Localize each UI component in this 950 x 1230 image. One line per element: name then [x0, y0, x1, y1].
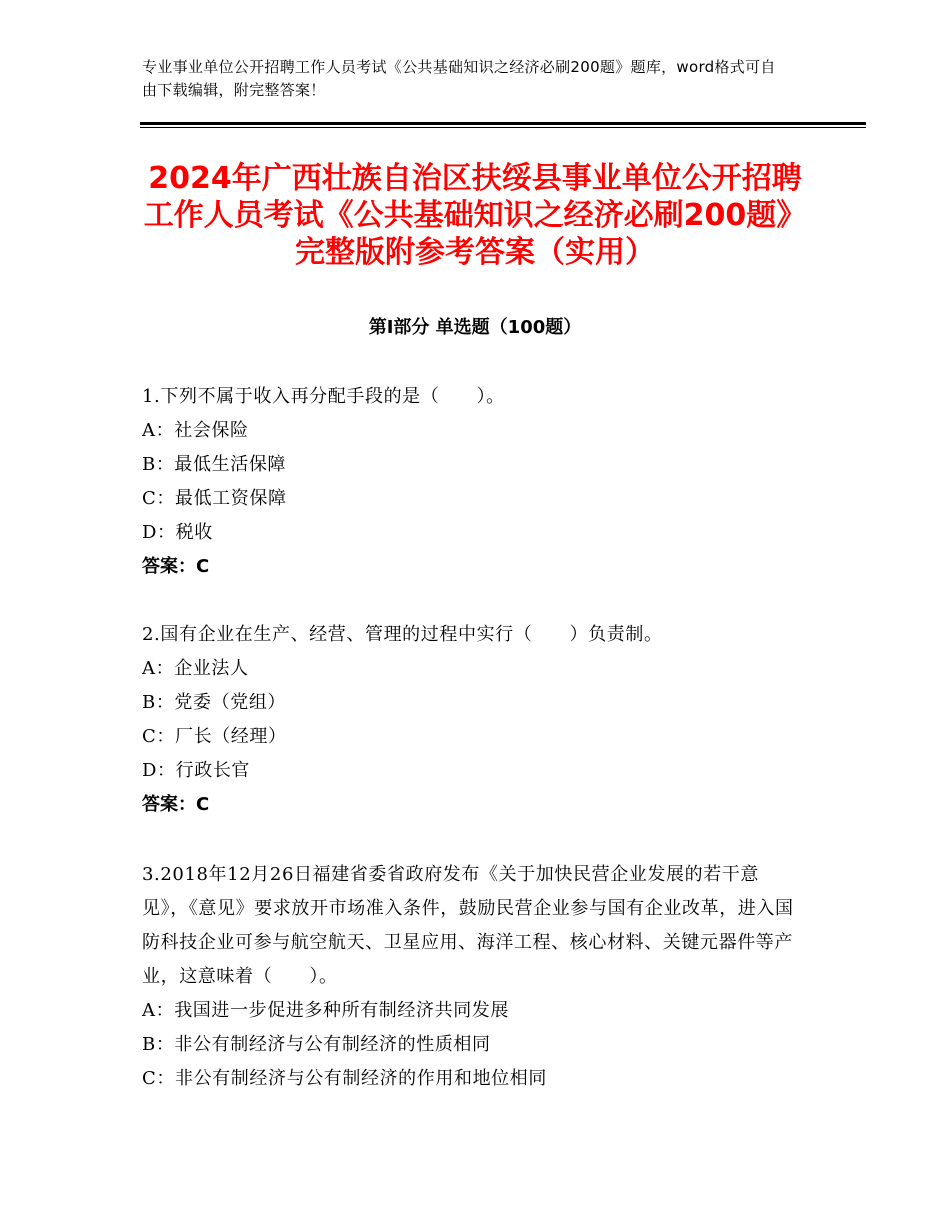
option-c: C：非公有制经济与公有制经济的作用和地位相同: [142, 1068, 547, 1089]
option-b: B：最低生活保障: [142, 454, 287, 475]
option-a: A：企业法人: [142, 658, 249, 679]
question-3: [142, 858, 802, 1096]
question-2: [142, 618, 802, 822]
answer: 答案：C: [142, 556, 210, 577]
option-b: B：党委（党组）: [142, 692, 287, 713]
option-c: C：最低工资保障: [142, 488, 287, 509]
question-stem: 3.2018年12月26日福建省委省政府发布《关于加快民营企业发展的若干意见》，《意见》要求放开市场准入条件，鼓励民营企业参与国有企业改革，进入国防科技企业可参与航空航天、卫星应用、海洋工程、核心材料、关键元器件等产业，这意味着（ ）。: [142, 864, 794, 987]
section-title: 第Ⅰ部分 单选题（100题）: [368, 317, 582, 338]
question-1: [142, 380, 802, 584]
question-stem: 1.下列不属于收入再分配手段的是（ ）。: [142, 386, 505, 407]
question-stem: 2.国有企业在生产、经营、管理的过程中实行（ ）负责制。: [142, 624, 663, 645]
header-note: 专业事业单位公开招聘工作人员考试《公共基础知识之经济必刷200题》题库，word格式可自由下载编辑，附完整答案！: [142, 58, 776, 99]
option-b: B：非公有制经济与公有制经济的性质相同: [142, 1034, 491, 1055]
answer: 答案：C: [142, 794, 210, 815]
option-c: C：厂长（经理）: [142, 726, 287, 747]
option-a: A：社会保险: [142, 420, 249, 441]
document-title: 2024年广西壮族自治区扶绥县事业单位公开招聘工作人员考试《公共基础知识之经济必刷200题》完整版附参考答案（实用）: [143, 161, 807, 270]
option-a: A：我国进一步促进多种所有制经济共同发展: [142, 1000, 509, 1021]
header-rule-thick: [140, 122, 866, 125]
option-d: D：行政长官: [142, 760, 251, 781]
option-d: D：税收: [142, 522, 213, 543]
header-rule-thin: [140, 127, 866, 128]
